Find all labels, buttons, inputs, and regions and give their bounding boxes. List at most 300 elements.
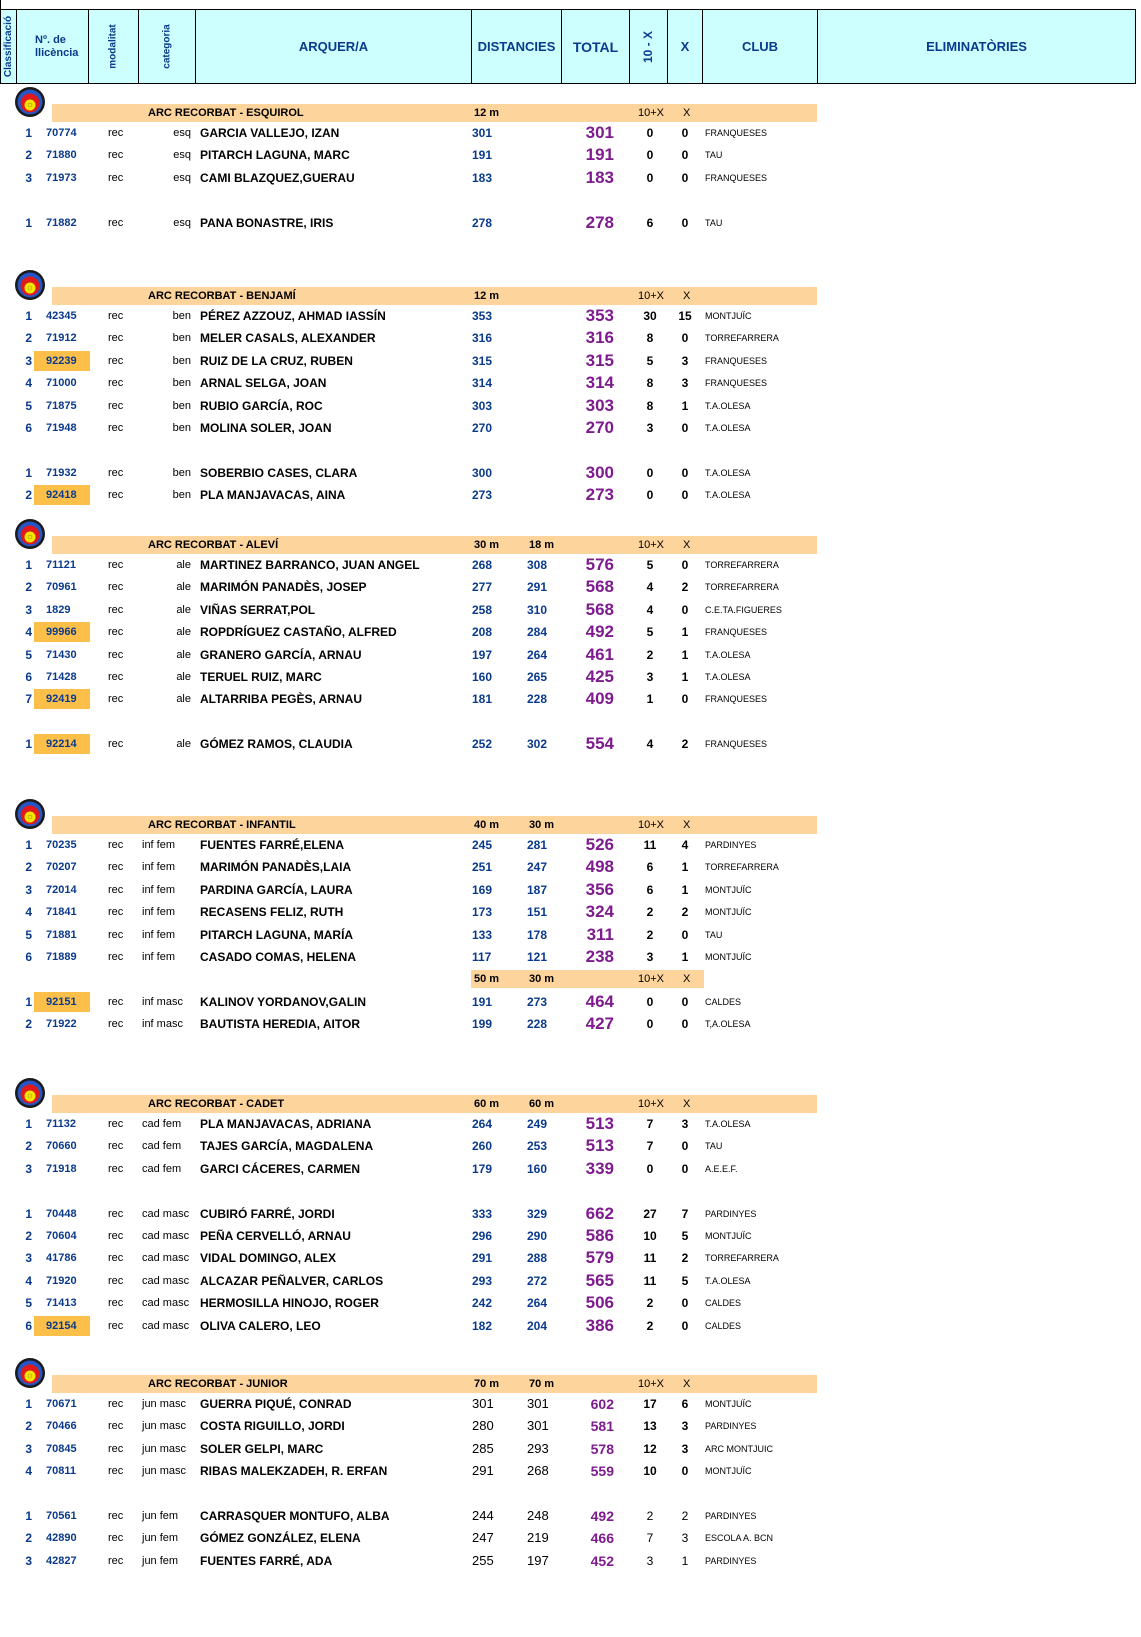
club-name: PARDINYES	[705, 1511, 757, 1521]
table-row	[0, 733, 1141, 755]
club-name: TAU	[705, 217, 723, 228]
total-score: 339	[585, 1158, 614, 1178]
ten-x-count: 8	[646, 398, 654, 413]
section-distance-1: 12 m	[474, 290, 500, 302]
table-row	[0, 991, 1141, 1013]
license-cell: 42890	[46, 1532, 77, 1545]
total-score: 273	[585, 485, 614, 505]
archery-target-icon	[14, 86, 46, 118]
x-count: 3	[681, 1117, 689, 1131]
x-count: 5	[681, 1229, 689, 1243]
category-cell: ale	[176, 693, 191, 706]
section-title: ARC RECORBAT - BENJAMÍ	[148, 290, 296, 302]
ten-x-count: 0	[646, 465, 654, 480]
distance-2-score: 248	[527, 1508, 549, 1523]
x-count: 0	[681, 1296, 689, 1311]
archer-name: VIÑAS SERRAT,POL	[200, 602, 316, 617]
x-count: 3	[681, 376, 689, 391]
classification-cell: 2	[25, 1017, 32, 1032]
archer-name: VIDAL DOMINGO, ALEX	[200, 1251, 337, 1266]
total-score: 581	[590, 1418, 614, 1435]
license-cell: 71948	[46, 422, 77, 434]
distance-1-score: 291	[472, 1251, 493, 1266]
total-score: 578	[590, 1440, 614, 1457]
distance-2-score: 228	[527, 692, 548, 707]
section-title: ARC RECORBAT - INFANTIL	[148, 819, 296, 831]
distance-1-score: 301	[472, 126, 493, 140]
table-row	[0, 1203, 1141, 1225]
table-row	[0, 212, 1141, 234]
ten-x-count: 30	[643, 309, 657, 323]
modality-cell: rec	[108, 332, 124, 345]
distance-1-score: 260	[472, 1139, 493, 1154]
license-cell: 71912	[46, 332, 77, 345]
total-score: 506	[585, 1293, 614, 1313]
license-cell: 70961	[46, 581, 77, 594]
license-cell: 70811	[46, 1465, 76, 1478]
category-cell: jun fem	[142, 1510, 179, 1522]
distance-1-score: 333	[472, 1206, 493, 1221]
x-count: 15	[678, 309, 692, 323]
x-count: 0	[681, 1464, 689, 1479]
section-distance-1: 60 m	[474, 1098, 500, 1110]
license-cell: 71875	[46, 399, 77, 412]
x-count: 2	[681, 580, 689, 595]
archer-name: TAJES GARCÍA, MAGDALENA	[200, 1139, 374, 1154]
table-row	[0, 924, 1141, 946]
archer-name: COSTA RIGUILLO, JORDI	[200, 1419, 345, 1434]
total-score: 386	[585, 1315, 614, 1335]
club-name: CALDES	[705, 996, 742, 1007]
category-cell: inf fem	[142, 951, 176, 963]
ten-x-count: 5	[646, 558, 654, 572]
section-distance-1: 40 m	[474, 819, 500, 831]
x-count: 1	[681, 882, 689, 897]
header-arquer: ARQUER/A	[196, 10, 472, 83]
archer-name: PLA MANJAVACAS, ADRIANA	[200, 1117, 372, 1131]
distance-2-score: 301	[527, 1396, 549, 1411]
ten-x-count: 7	[646, 1531, 654, 1546]
distance-2-score: 151	[527, 905, 548, 920]
club-name: PARDINYES	[705, 840, 757, 850]
archer-name: GÓMEZ GONZÁLEZ, ELENA	[200, 1531, 361, 1546]
category-cell: jun masc	[142, 1465, 187, 1478]
classification-cell: 1	[25, 126, 32, 140]
classification-cell: 2	[25, 1139, 32, 1154]
table-row	[0, 350, 1141, 372]
section-x-label: X	[683, 1098, 691, 1110]
classification-cell: 4	[25, 905, 32, 920]
table-row	[0, 666, 1141, 688]
modality-cell: rec	[108, 738, 124, 751]
category-cell: esq	[173, 216, 191, 229]
total-score: 461	[585, 644, 614, 664]
category-cell: ale	[176, 671, 191, 683]
classification-cell: 3	[25, 1441, 32, 1456]
section-distance-1: 12 m	[474, 107, 500, 119]
archery-target-icon	[14, 1357, 46, 1389]
distance-2-score: 268	[527, 1463, 549, 1479]
license-cell: 92418	[34, 485, 90, 505]
modality-cell: rec	[108, 1554, 124, 1567]
section-block	[0, 1367, 1141, 1637]
license-cell: 70845	[46, 1442, 77, 1455]
total-score: 353	[585, 306, 614, 325]
club-name: T.A.OLESA	[705, 490, 751, 501]
classification-cell: 1	[25, 838, 32, 852]
distance-1-score: 242	[472, 1296, 493, 1311]
club-name: TAU	[705, 1141, 723, 1152]
total-score: 568	[585, 577, 614, 597]
license-cell: 70466	[46, 1420, 77, 1433]
classification-cell: 4	[25, 1464, 32, 1479]
modality-cell: rec	[108, 995, 124, 1008]
subgroup-header	[471, 970, 704, 988]
distance-2-score: 178	[527, 927, 548, 942]
club-name: FRANQUESES	[705, 128, 768, 138]
x-count: 1	[681, 647, 689, 662]
table-row	[0, 1438, 1141, 1460]
archer-name: PARDINA GARCÍA, LAURA	[200, 882, 353, 897]
ten-x-count: 0	[646, 994, 654, 1009]
modality-cell: rec	[108, 626, 124, 639]
club-name: ESCOLA A. BCN	[705, 1533, 774, 1544]
distance-2-score: 247	[527, 860, 548, 875]
category-cell: ale	[176, 581, 191, 594]
table-row	[0, 1247, 1141, 1269]
club-name: CALDES	[705, 1320, 742, 1331]
table-row	[0, 1550, 1141, 1572]
total-score: 311	[586, 924, 614, 944]
category-cell: esq	[173, 127, 191, 139]
subgroup-ten-x-label: 10+X	[638, 973, 664, 986]
archer-name: GARCI CÁCERES, CARMEN	[200, 1161, 361, 1176]
archer-name: MARIMÓN PANADÈS, JOSEP	[200, 580, 367, 595]
x-count: 5	[681, 1273, 689, 1288]
ten-x-count: 7	[646, 1139, 654, 1154]
x-count: 0	[681, 692, 689, 707]
license-cell: 42827	[46, 1554, 77, 1567]
classification-cell: 3	[25, 353, 32, 368]
classification-cell: 4	[25, 625, 32, 640]
x-count: 2	[681, 737, 689, 752]
total-score: 300	[585, 462, 614, 482]
license-cell: 72014	[46, 883, 77, 896]
total-score: 526	[585, 835, 614, 854]
x-count: 2	[681, 1509, 689, 1523]
classification-cell: 6	[25, 421, 32, 435]
modality-cell: rec	[108, 171, 124, 184]
classification-cell: 1	[25, 215, 32, 230]
table-row	[0, 1315, 1141, 1337]
modality-cell: rec	[108, 1532, 124, 1545]
club-name: T.A.OLESA	[705, 467, 751, 478]
total-score: 238	[585, 947, 614, 966]
total-score: 316	[585, 328, 614, 348]
distance-1-score: 133	[472, 927, 493, 942]
club-name: TORREFARRERA	[705, 582, 779, 593]
club-name: T.A.OLESA	[705, 649, 751, 660]
section-ten-x-label: 10+X	[638, 1098, 664, 1110]
club-name: TAU	[705, 929, 723, 940]
subgroup-distance-1: 50 m	[474, 973, 500, 986]
distance-1-score: 277	[472, 580, 493, 595]
modality-cell: rec	[108, 951, 124, 963]
x-count: 3	[681, 353, 689, 368]
club-name: TORREFARRERA	[705, 1253, 779, 1264]
total-score: 356	[585, 879, 614, 899]
classification-cell: 2	[25, 1229, 32, 1243]
club-name: T.A.OLESA	[705, 1275, 751, 1286]
distance-1-score: 268	[472, 558, 493, 572]
modality-cell: rec	[108, 466, 124, 479]
classification-cell: 6	[25, 950, 32, 964]
license-cell: 92154	[34, 1316, 90, 1336]
archer-name: PANA BONASTRE, IRIS	[200, 215, 334, 230]
modality-cell: rec	[108, 1420, 124, 1433]
archer-name: TERUEL RUIZ, MARC	[200, 670, 322, 684]
distance-2-score: 272	[527, 1273, 548, 1288]
modality-cell: rec	[108, 399, 124, 412]
table-row	[0, 484, 1141, 506]
category-cell: jun masc	[142, 1442, 187, 1455]
archer-name: PEÑA CERVELLÓ, ARNAU	[200, 1229, 351, 1243]
distance-1-score: 300	[472, 465, 493, 480]
modality-cell: rec	[108, 839, 124, 851]
license-cell: 92214	[34, 734, 90, 754]
distance-1-score: 280	[472, 1418, 494, 1434]
modality-cell: rec	[108, 1252, 124, 1265]
archer-name: RIBAS MALEKZADEH, R. ERFAN	[200, 1464, 388, 1479]
header-eliminatories: ELIMINATÒRIES	[926, 39, 1027, 54]
header-ten-x	[630, 10, 668, 83]
archer-name: RUIZ DE LA CRUZ, RUBEN	[200, 353, 353, 368]
classification-cell: 3	[25, 882, 32, 897]
table-row	[0, 1225, 1141, 1247]
modality-cell: rec	[108, 354, 124, 367]
header-modalitat-label: modalitat	[107, 24, 119, 69]
modality-cell: rec	[108, 928, 124, 941]
ten-x-count: 2	[646, 927, 654, 942]
archer-name: SOBERBIO CASES, CLARA	[200, 465, 358, 480]
section-title: ARC RECORBAT - ALEVÍ	[148, 539, 279, 551]
ten-x-count: 7	[646, 1117, 654, 1131]
table-row	[0, 327, 1141, 349]
category-cell: ben	[172, 399, 191, 412]
ten-x-count: 2	[646, 1318, 654, 1333]
table-row	[0, 395, 1141, 417]
modality-cell: rec	[108, 127, 124, 139]
classification-cell: 1	[25, 994, 32, 1009]
distance-1-score: 199	[472, 1017, 493, 1032]
ten-x-count: 11	[643, 1251, 657, 1266]
license-cell: 99966	[34, 622, 90, 642]
distance-1-score: 191	[472, 994, 493, 1009]
archer-name: FUENTES FARRÉ, ADA	[200, 1553, 333, 1568]
table-row	[0, 599, 1141, 621]
header-club: CLUB	[703, 10, 818, 83]
distance-1-score: 285	[472, 1440, 494, 1456]
x-count: 0	[681, 1017, 689, 1032]
license-cell: 1829	[46, 603, 71, 616]
ten-x-count: 6	[646, 882, 654, 897]
archery-target-icon	[14, 518, 46, 550]
club-name: TORREFARRERA	[705, 333, 779, 344]
section-block	[0, 528, 1141, 798]
category-cell: inf fem	[142, 928, 176, 941]
table-row	[0, 1013, 1141, 1035]
ten-x-count: 8	[646, 376, 654, 391]
classification-cell: 1	[25, 465, 32, 480]
table-row	[0, 1505, 1141, 1527]
modality-cell: rec	[108, 693, 124, 706]
section-ten-x-label: 10+X	[638, 1378, 664, 1390]
classification-cell: 4	[25, 376, 32, 391]
table-row	[0, 144, 1141, 166]
club-name: FRANQUESES	[705, 355, 768, 366]
club-name: MONTJUÏC	[705, 1231, 752, 1241]
modality-cell: rec	[108, 1465, 124, 1478]
section-x-label: X	[683, 1378, 691, 1390]
distance-1-score: 160	[472, 670, 493, 684]
club-name: TORREFARRERA	[705, 862, 779, 873]
archery-target-icon	[14, 86, 46, 118]
section-ten-x-label: 10+X	[638, 819, 664, 831]
category-cell: jun masc	[142, 1420, 187, 1433]
table-row	[0, 834, 1141, 856]
classification-cell: 5	[25, 647, 32, 662]
total-score: 183	[585, 167, 614, 187]
distance-2-score: 288	[527, 1251, 548, 1266]
club-name: ARC MONTJUIC	[705, 1443, 773, 1454]
table-row	[0, 1415, 1141, 1437]
club-name: FRANQUESES	[705, 172, 768, 183]
modality-cell: rec	[108, 1140, 124, 1153]
modality-cell: rec	[108, 603, 124, 616]
x-count: 2	[681, 905, 689, 920]
section-x-label: X	[683, 819, 691, 831]
x-count: 0	[681, 215, 689, 230]
archer-name: GARCIA VALLEJO, IZAN	[200, 126, 340, 140]
ten-x-count: 0	[646, 126, 654, 140]
category-cell: esq	[173, 149, 191, 162]
distance-2-score: 160	[527, 1161, 548, 1176]
category-cell: ben	[172, 310, 191, 322]
category-cell: inf fem	[142, 839, 176, 851]
license-cell: 71973	[46, 171, 77, 184]
ten-x-count: 0	[646, 170, 654, 185]
distance-2-score: 284	[527, 625, 548, 640]
distance-1-score: 252	[472, 737, 493, 752]
ten-x-count: 12	[643, 1441, 657, 1456]
license-cell: 71132	[46, 1118, 76, 1130]
distance-2-score: 265	[527, 670, 548, 684]
archer-name: ALTARRIBA PEGÈS, ARNAU	[200, 692, 362, 707]
ten-x-count: 27	[643, 1206, 657, 1221]
classification-cell: 2	[25, 860, 32, 875]
x-count: 1	[681, 1553, 689, 1568]
modality-cell: rec	[108, 422, 124, 434]
x-count: 2	[681, 1251, 689, 1266]
archer-name: MARTINEZ BARRANCO, JUAN ANGEL	[200, 558, 420, 572]
archer-name: ALCAZAR PEÑALVER, CARLOS	[200, 1273, 384, 1288]
distance-2-score: 197	[527, 1552, 549, 1568]
table-row	[0, 856, 1141, 878]
category-cell: jun masc	[142, 1398, 187, 1410]
header-classificacio-label: Classificació	[3, 15, 14, 78]
total-score: 492	[585, 622, 614, 642]
subgroup-x-label: X	[683, 973, 691, 986]
ten-x-count: 4	[646, 580, 654, 595]
ten-x-count: 0	[646, 148, 654, 163]
section-x-label: X	[683, 539, 691, 551]
distance-1-score: 183	[472, 170, 493, 185]
total-score: 466	[590, 1530, 614, 1547]
distance-1-score: 208	[472, 625, 493, 640]
classification-cell: 2	[25, 580, 32, 595]
x-count: 1	[681, 860, 689, 875]
archer-name: RUBIO GARCÍA, ROC	[200, 398, 323, 413]
ten-x-count: 3	[646, 421, 654, 435]
section-title: ARC RECORBAT - CADET	[148, 1098, 285, 1110]
archery-target-icon	[14, 798, 46, 830]
category-cell: ben	[172, 354, 191, 367]
section-title: ARC RECORBAT - JUNIOR	[148, 1378, 288, 1390]
archer-name: ARNAL SELGA, JOAN	[200, 376, 327, 391]
table-row	[0, 879, 1141, 901]
club-name: MONTJUÏC	[705, 1466, 752, 1477]
header-classificacio	[1, 10, 17, 83]
ten-x-count: 17	[643, 1397, 657, 1411]
section-distance-1: 30 m	[474, 539, 500, 551]
x-count: 0	[681, 1139, 689, 1154]
modality-cell: rec	[108, 906, 124, 919]
club-name: FRANQUESES	[705, 378, 768, 389]
category-cell: cad fem	[142, 1140, 182, 1153]
table-row	[0, 462, 1141, 484]
archery-target-icon	[14, 1357, 46, 1389]
classification-cell: 2	[25, 1419, 32, 1434]
archer-name: SOLER GELPI, MARC	[200, 1441, 324, 1456]
header-ten-x-label: 10 - X	[641, 30, 656, 63]
total-score: 565	[585, 1270, 614, 1290]
total-score: 662	[585, 1203, 614, 1223]
distance-1-score: 258	[472, 602, 493, 617]
distance-1-score: 245	[472, 838, 493, 852]
total-score: 425	[585, 667, 614, 686]
distance-1-score: 264	[472, 1117, 493, 1131]
category-cell: cad masc	[142, 1319, 190, 1332]
x-count: 6	[681, 1397, 689, 1411]
category-cell: inf fem	[142, 861, 176, 874]
category-cell: esq	[173, 171, 191, 184]
archer-name: MELER CASALS, ALEXANDER	[200, 331, 376, 346]
table-row	[0, 621, 1141, 643]
classification-cell: 3	[25, 1161, 32, 1176]
total-score: 498	[585, 857, 614, 877]
table-row	[0, 372, 1141, 394]
ten-x-count: 1	[646, 692, 654, 707]
classification-cell: 5	[25, 1296, 32, 1311]
table-row	[0, 644, 1141, 666]
category-cell: cad masc	[142, 1230, 190, 1242]
club-name: FRANQUESES	[705, 739, 768, 750]
distance-1-score: 301	[472, 1396, 494, 1411]
table-header	[0, 9, 1136, 84]
section-ten-x-label: 10+X	[638, 107, 664, 119]
distance-2-score: 308	[527, 558, 548, 572]
ten-x-count: 5	[646, 625, 654, 640]
